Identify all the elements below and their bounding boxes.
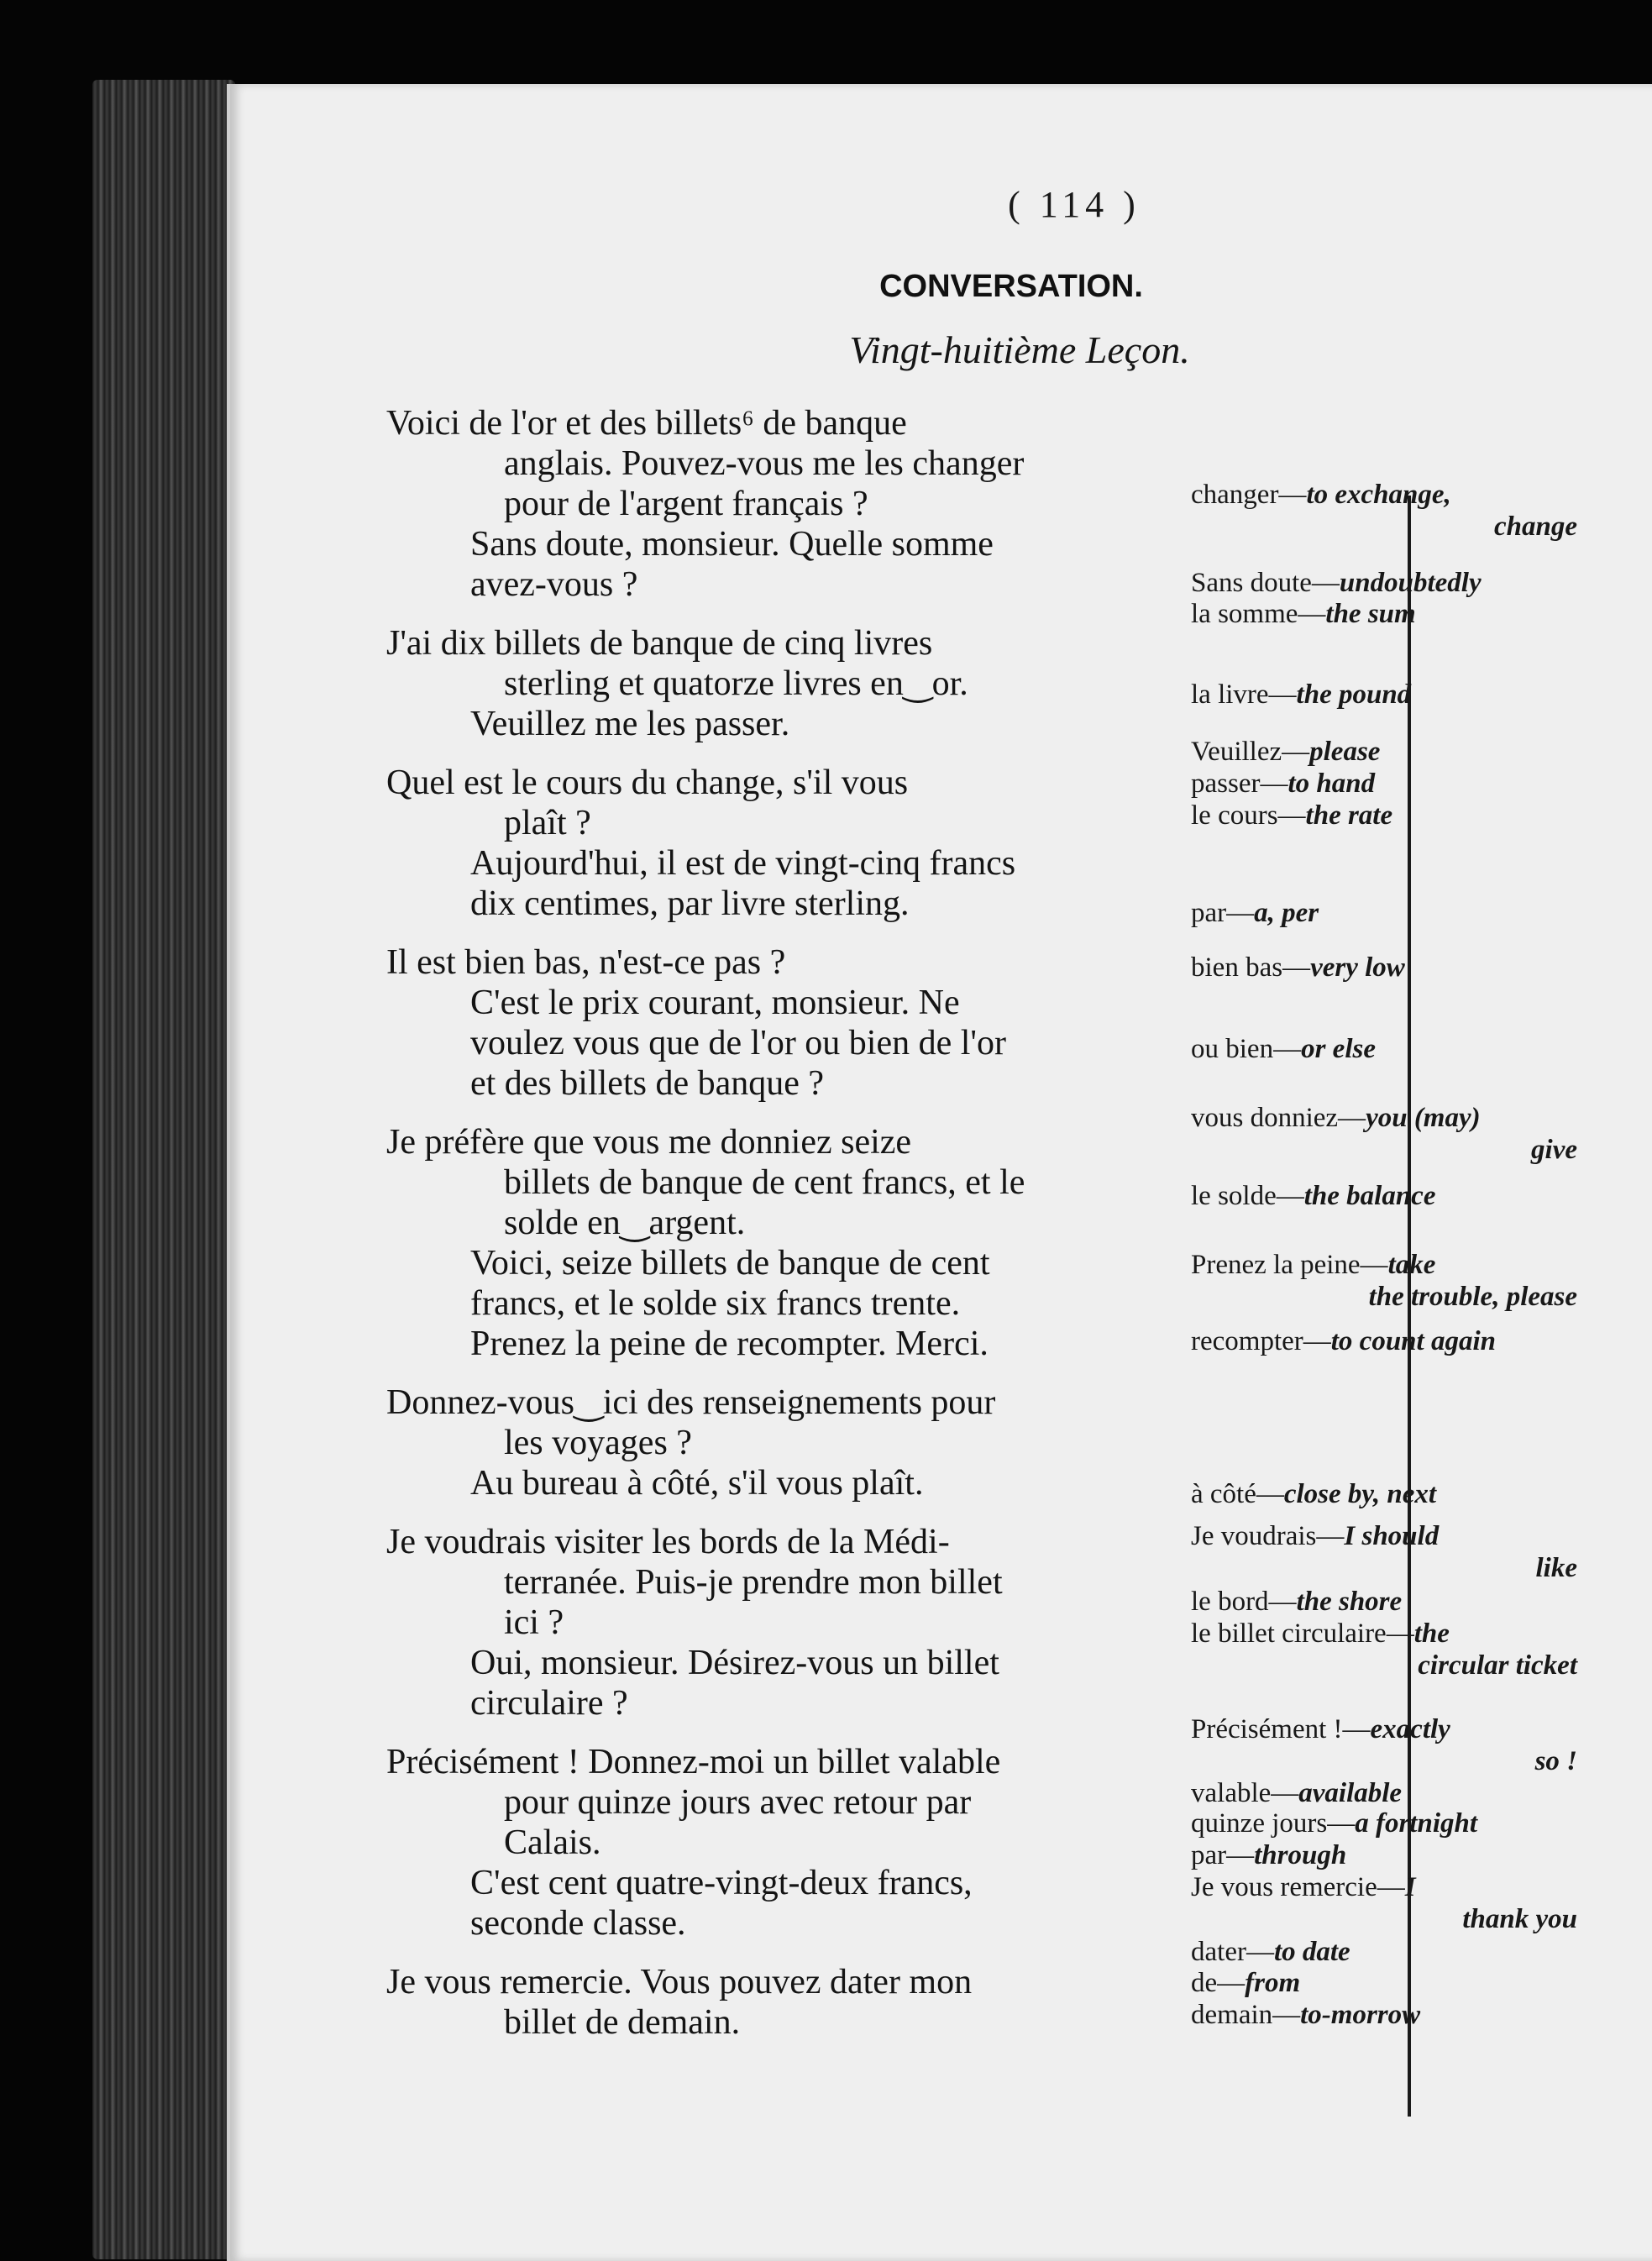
answer-line: dix centimes, par livre sterling. (470, 884, 910, 923)
question-line: sterling et quatorze livres en‿or. (504, 664, 968, 703)
glossary-english: the (1413, 1618, 1450, 1649)
glossary-entry (1191, 1180, 1577, 1212)
glossary-entry (1191, 1839, 1577, 1871)
answer-line: Prenez la peine de recompter. Merci. (470, 1325, 989, 1363)
glossary-french: recompter— (1191, 1326, 1331, 1356)
glossary-french: quinze jours— (1191, 1808, 1356, 1839)
glossary-english: through (1254, 1840, 1347, 1870)
glossary-english: or else (1301, 1034, 1376, 1064)
glossary-entry (1191, 800, 1577, 831)
glossary-english: close by, next (1283, 1479, 1437, 1509)
glossary-french: le bord— (1191, 1587, 1297, 1617)
glossary-entry (1191, 1102, 1577, 1166)
glossary-french: passer— (1191, 769, 1288, 799)
glossary-english: to hand (1288, 769, 1376, 799)
glossary-entry (1191, 1999, 1577, 2031)
glossary-entry (1191, 1713, 1577, 1777)
glossary-french: ou bien— (1191, 1034, 1302, 1064)
dialogue-exchange (386, 1962, 1176, 2043)
lesson-subtitle: Vingt-huitième Leçon. (849, 328, 1190, 371)
glossary-entry (1191, 1967, 1577, 1999)
question-line: Je vous remercie. Vous pouvez dater mon (386, 1963, 973, 2001)
glossary-french: la somme— (1191, 599, 1326, 629)
glossary-english: to date (1273, 1937, 1350, 1967)
answer-line: Aujourd'hui, il est de vingt-cinq francs (470, 844, 1016, 883)
glossary-english: exactly (1370, 1714, 1450, 1744)
glossary-entry (1191, 897, 1577, 929)
question-line: billet de demain. (504, 2003, 741, 2042)
glossary-entry (1191, 567, 1577, 599)
question-line: terranée. Puis-je prendre mon billet (504, 1563, 1003, 1602)
glossary-french: Sans doute— (1191, 568, 1340, 598)
question-line: les voyages ? (504, 1424, 692, 1462)
glossary-english: I (1404, 1872, 1416, 1902)
question-line: pour de l'argent français ? (504, 485, 868, 523)
glossary-french: Je vous remercie— (1191, 1872, 1405, 1902)
answer-line: circulaire ? (470, 1684, 628, 1723)
glossary-english: a, per (1254, 898, 1319, 928)
glossary-english: the pound (1296, 679, 1412, 710)
glossary-entry (1191, 1033, 1577, 1065)
glossary-english: take (1387, 1250, 1436, 1280)
glossary-french: de— (1191, 1968, 1246, 1998)
answer-line: Au bureau à côté, s'il vous plaît. (470, 1464, 924, 1503)
glossary-english-cont: give (1531, 1135, 1577, 1165)
glossary-english: please (1309, 737, 1381, 767)
glossary-english: the balance (1303, 1181, 1436, 1211)
glossary-entry (1191, 598, 1577, 630)
dialogue-exchange (386, 1742, 1176, 1944)
glossary-english: the shore (1296, 1587, 1403, 1617)
glossary-english: undoubtedly (1339, 568, 1482, 598)
glossary-entry (1191, 1325, 1577, 1357)
question-line: Il est bien bas, n'est-ce pas ? (386, 943, 786, 982)
glossary-entry (1191, 1777, 1577, 1809)
question-line: billets de banque de cent francs, et le (504, 1163, 1025, 1202)
dialogue-exchange (386, 942, 1176, 1104)
glossary-entry (1191, 1586, 1577, 1618)
glossary-english: a fortnight (1355, 1808, 1478, 1839)
glossary-entry (1191, 1807, 1577, 1839)
glossary-entry (1191, 736, 1577, 768)
glossary-english: to-morrow (1300, 2000, 1421, 2030)
glossary-french: Je voudrais— (1191, 1521, 1345, 1551)
glossary-french: à côté— (1191, 1479, 1284, 1509)
glossary-french: par— (1191, 1840, 1255, 1870)
glossary-french: la livre— (1191, 679, 1297, 710)
glossary-entry (1191, 679, 1577, 711)
glossary-entry (1191, 768, 1577, 800)
dialogue-exchange (386, 623, 1176, 744)
glossary-french: le solde— (1191, 1181, 1304, 1211)
answer-line: Voici, seize billets de banque de cent (470, 1244, 990, 1283)
glossary-english-cont: change (1494, 511, 1577, 542)
page-title: CONVERSATION. (879, 269, 1143, 304)
question-line: Calais. (504, 1823, 601, 1862)
glossary-english-cont: the trouble, please (1368, 1282, 1577, 1312)
glossary-french: le billet circulaire— (1191, 1618, 1414, 1649)
glossary-french: dater— (1191, 1937, 1274, 1967)
glossary-french: le cours— (1191, 800, 1306, 831)
answer-line: Sans doute, monsieur. Quelle somme (470, 525, 994, 564)
answer-line: C'est le prix courant, monsieur. Ne (470, 984, 960, 1022)
glossary-french: par— (1191, 898, 1255, 928)
question-line: Quel est le cours du change, s'il vous (386, 763, 909, 802)
dialogue-exchange (386, 1522, 1176, 1723)
glossary-entry (1191, 1871, 1577, 1935)
glossary-french: valable— (1191, 1778, 1299, 1808)
book-page-edges (92, 80, 235, 2259)
answer-line: francs, et le solde six francs trente. (470, 1284, 961, 1323)
answer-line: avez-vous ? (470, 565, 638, 604)
glossary-entry (1191, 479, 1577, 543)
question-line: ici ? (504, 1603, 564, 1642)
glossary-english: from (1245, 1968, 1301, 1998)
page-number: ( 114 ) (1008, 184, 1141, 225)
dialogue-column (386, 403, 1176, 2061)
glossary-entry (1191, 1249, 1577, 1313)
glossary-french: vous donniez— (1191, 1103, 1366, 1133)
glossary-entry (1191, 1618, 1577, 1681)
dialogue-exchange (386, 763, 1176, 924)
glossary-english: I should (1344, 1521, 1440, 1551)
answer-line: Oui, monsieur. Désirez-vous un billet (470, 1644, 999, 1682)
glossary-english-cont: like (1535, 1553, 1577, 1583)
glossary-english: to exchange, (1306, 480, 1451, 510)
answer-line: C'est cent quatre-vingt-deux francs, (470, 1864, 973, 1902)
glossary-english-cont: so ! (1534, 1746, 1577, 1776)
dialogue-exchange (386, 1122, 1176, 1364)
answer-line: et des billets de banque ? (470, 1064, 825, 1103)
question-line: J'ai dix billets de banque de cinq livres (386, 624, 933, 663)
glossary-french: bien bas— (1191, 952, 1311, 983)
question-line: anglais. Pouvez-vous me les changer (504, 444, 1025, 483)
glossary-english: very low (1310, 952, 1405, 983)
glossary-entry (1191, 1478, 1577, 1510)
glossary-english: the rate (1305, 800, 1393, 831)
glossary-french: Veuillez— (1191, 737, 1310, 767)
glossary-english: to count again (1330, 1326, 1496, 1356)
question-line: plaît ? (504, 804, 591, 842)
glossary-english: you (may) (1366, 1103, 1481, 1133)
answer-line: voulez vous que de l'or ou bien de l'or (470, 1024, 1006, 1062)
glossary-english: the sum (1325, 599, 1416, 629)
glossary-french: Précisément !— (1191, 1714, 1371, 1744)
glossary-french: demain— (1191, 2000, 1301, 2030)
answer-line: seconde classe. (470, 1904, 686, 1943)
question-line: Je voudrais visiter les bords de la Médi- (386, 1523, 950, 1561)
glossary-english: available (1298, 1778, 1403, 1808)
glossary-entry (1191, 952, 1577, 984)
dialogue-exchange (386, 1382, 1176, 1503)
question-line: Voici de l'or et des billets⁶ de banque (386, 404, 907, 443)
glossary-entry (1191, 1520, 1577, 1584)
glossary-french: changer— (1191, 480, 1307, 510)
glossary-french: Prenez la peine— (1191, 1250, 1388, 1280)
question-line: Précisément ! Donnez-moi un billet valable (386, 1743, 1001, 1781)
question-line: pour quinze jours avec retour par (504, 1783, 972, 1822)
question-line: Je préfère que vous me donniez seize (386, 1123, 912, 1162)
glossary-entry (1191, 1936, 1577, 1968)
glossary-english-cont: thank you (1462, 1904, 1577, 1934)
dialogue-exchange (386, 403, 1176, 605)
question-line: Donnez-vous‿ici des renseignements pour (386, 1383, 996, 1422)
answer-line: Veuillez me les passer. (470, 705, 790, 743)
glossary-english-cont: circular ticket (1418, 1650, 1577, 1681)
question-line: solde en‿argent. (504, 1204, 746, 1242)
